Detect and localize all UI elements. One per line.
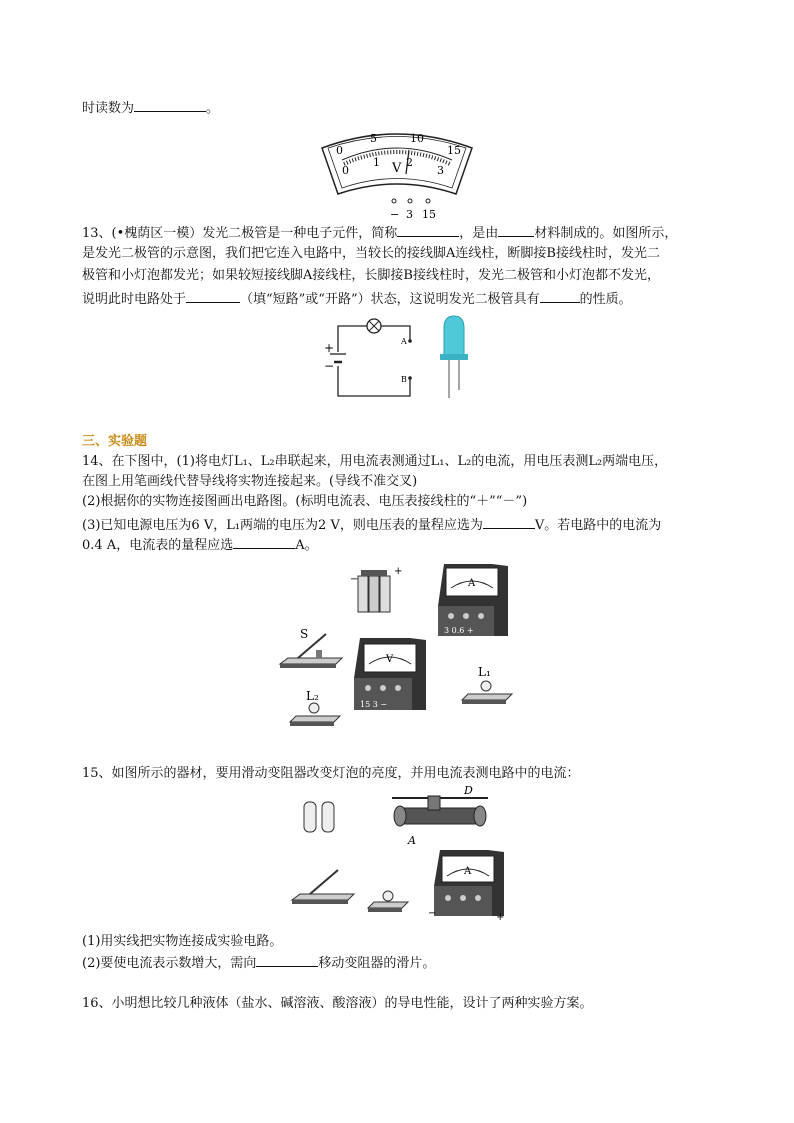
top-scale-10: 10	[410, 132, 424, 145]
answer-blank[interactable]	[483, 514, 535, 529]
bottom-scale-3: 3	[437, 164, 444, 177]
q13-line-1: 13、(•槐荫区一模）发光二极管是一种电子元件，简称 ，是由 材料制成的。如图所示，	[82, 222, 677, 244]
top-scale-15: 15	[447, 144, 461, 157]
q14-line-3: (2)根据你的实物连接图画出电路图。(标明电流表、电压表接线柱的“＋”“－”)	[82, 494, 528, 509]
q12-line: 时读数为 。	[82, 97, 219, 119]
answer-blank[interactable]	[134, 97, 206, 112]
svg-text:15 3 −: 15 3 −	[360, 700, 388, 709]
svg-text:A: A	[464, 866, 472, 877]
lamp-l2-icon	[290, 703, 340, 726]
q13-line-3: 极管和小灯泡都发光；如果较短接线脚A接线柱，长脚接B接线柱时，发光二极管和小灯泡都不发光，	[82, 268, 660, 283]
lamp-l1-icon	[462, 681, 512, 704]
top-scale-5: 5	[370, 132, 377, 145]
answer-blank[interactable]	[186, 288, 240, 303]
terminal-b-label: B	[401, 375, 407, 384]
q15-line-1: 15、如图所示的器材，要用滑动变阻器改变灯泡的亮度，并用电流表测电路中的电流：	[82, 766, 580, 781]
battery-pack-icon	[358, 570, 390, 612]
switch-icon	[280, 634, 342, 668]
svg-text:D: D	[464, 784, 473, 797]
svg-text:−: −	[350, 574, 359, 585]
bottom-scale-1: 1	[373, 156, 380, 169]
q15-apparatus-figure	[288, 784, 508, 924]
terminal-3: 3	[406, 208, 413, 221]
circuit-plus: +	[324, 341, 335, 355]
answer-blank[interactable]	[498, 222, 534, 237]
circuit-minus: −	[324, 359, 335, 373]
answer-blank[interactable]	[540, 288, 580, 303]
terminal-15: 15	[422, 208, 436, 221]
q14-line-4: (3)已知电源电压为6 V，L₁两端的电压为2 V，则电压表的量程应选为 V。若电路中的电流为	[82, 514, 661, 536]
battery-cells-icon	[304, 802, 334, 832]
svg-text:L₁: L₁	[478, 665, 491, 679]
svg-text:+: +	[394, 566, 403, 577]
switch-icon	[292, 870, 354, 904]
svg-text:3 0.6 +: 3 0.6 +	[444, 626, 474, 635]
answer-blank[interactable]	[233, 534, 295, 549]
voltmeter-unit: V	[392, 161, 402, 176]
svg-text:V: V	[386, 654, 394, 665]
ammeter-icon	[434, 850, 504, 916]
led-icon	[440, 316, 468, 398]
q14-line-1: 14、在下图中，(1)将电灯L₁、L₂串联起来，用电流表测通过L₁、L₂的电流，用电压表测L₂两端电压，	[82, 454, 668, 469]
svg-text:+: +	[496, 912, 505, 923]
svg-text:A: A	[468, 578, 476, 589]
svg-text:S: S	[300, 627, 309, 641]
answer-blank[interactable]	[256, 952, 318, 967]
svg-text:−: −	[428, 908, 437, 919]
bottom-scale-0: 0	[342, 164, 349, 177]
q13-line-4: 说明此时电路处于 （填“短路”或“开路”）状态，这说明发光二极管具有 的性质。	[82, 288, 632, 310]
q14-line-5: 0.4 A，电流表的量程应选 A。	[82, 534, 318, 556]
rheostat-icon	[392, 796, 488, 826]
voltmeter-dial-figure	[314, 126, 480, 222]
terminal-a-label: A	[401, 337, 407, 346]
lamp-icon	[368, 891, 408, 912]
svg-text:A: A	[408, 834, 416, 847]
q14-apparatus-figure	[276, 560, 516, 740]
svg-text:L₂: L₂	[306, 689, 319, 703]
led-circuit-figure	[318, 314, 478, 400]
q16-line-1: 16、小明想比较几种液体（盐水、碱溶液、酸溶液）的导电性能，设计了两种实验方案。	[82, 996, 593, 1011]
q15-line-3: (2)要使电流表示数增大，需向 移动变阻器的滑片。	[82, 952, 435, 974]
bottom-scale-2: 2	[406, 156, 413, 169]
q14-line-2: 在图上用笔画线代替导线将实物连接起来。(导线不准交叉)	[82, 474, 418, 489]
q13-line-2: 是发光二极管的示意图，我们把它连入电路中，当较长的接线脚A连线柱，断脚接B接线柱时，发光二	[82, 246, 660, 261]
top-scale-0: 0	[336, 144, 343, 157]
q15-line-2: (1)用实线把实物连接成实验电路。	[82, 934, 283, 949]
answer-blank[interactable]	[397, 222, 459, 237]
section-title: 三、实验题	[82, 434, 148, 449]
terminal-minus: −	[390, 208, 400, 221]
